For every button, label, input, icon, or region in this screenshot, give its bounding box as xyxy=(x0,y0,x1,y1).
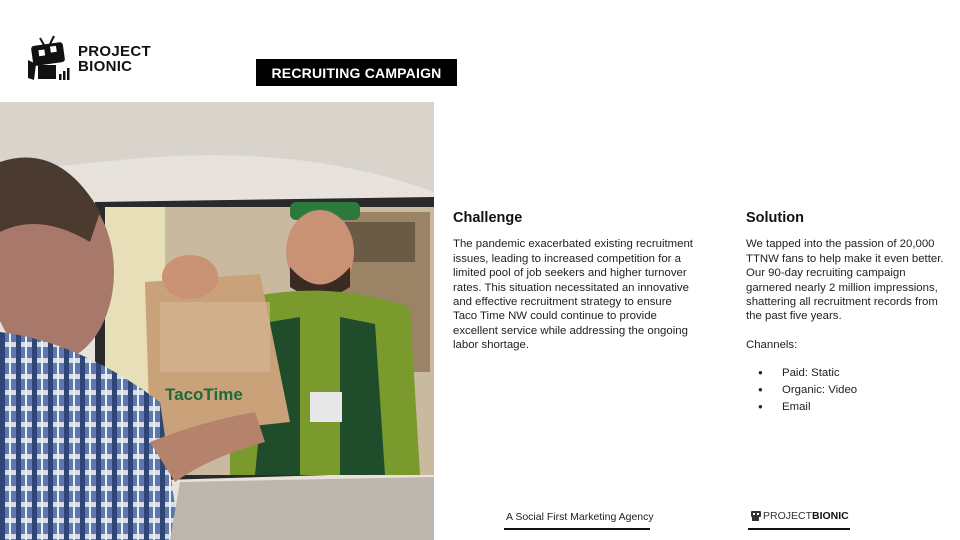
footer-logo xyxy=(750,509,849,522)
challenge-section xyxy=(453,211,698,353)
channels-label: Channels: xyxy=(746,338,798,351)
brand-wordmark xyxy=(78,44,151,74)
challenge-title: Challenge xyxy=(453,210,523,226)
brand-name-line2: BIONIC xyxy=(78,58,133,75)
solution-section xyxy=(746,211,946,417)
challenge-body: The pandemic exacerbated existing recruitment issues, leading to increased competition for a limited pool of job seekers and higher turnover rates. This situation necessitated an innovative and effective recruitment strategy to ensure Taco Time NW could continue to provide excellent service while addressing the ongoing labor shortage. xyxy=(453,238,693,352)
footer-divider-left xyxy=(504,528,650,530)
channel-item: ● Organic: Video xyxy=(746,383,946,397)
channels-list xyxy=(746,366,946,414)
robot-logo-icon xyxy=(26,34,74,84)
solution-body: We tapped into the passion of 20,000 TTNW fans to help make it even better. Our 90-day recruiting campaign garnered nearly 2 million impressions, shattering all recruitment records from the past five years. xyxy=(746,238,944,323)
hero-photo xyxy=(0,102,434,540)
footer-logo-part2: BIONIC xyxy=(812,509,849,522)
channel-item: ● Email xyxy=(746,400,946,414)
footer-logo-part1: PROJECT xyxy=(763,509,813,522)
channel-item: ● Paid: Static xyxy=(746,366,946,380)
footer-divider-right xyxy=(748,528,850,530)
brand-logo xyxy=(26,32,166,86)
bag-brand-label: TacoTime xyxy=(165,385,243,404)
footer-tagline: A Social First Marketing Agency xyxy=(506,511,654,523)
brand-name-line1: PROJECT xyxy=(78,43,151,60)
campaign-tag: RECRUITING CAMPAIGN xyxy=(256,59,457,86)
solution-title: Solution xyxy=(746,210,804,226)
robot-logo-small-icon xyxy=(750,509,763,522)
